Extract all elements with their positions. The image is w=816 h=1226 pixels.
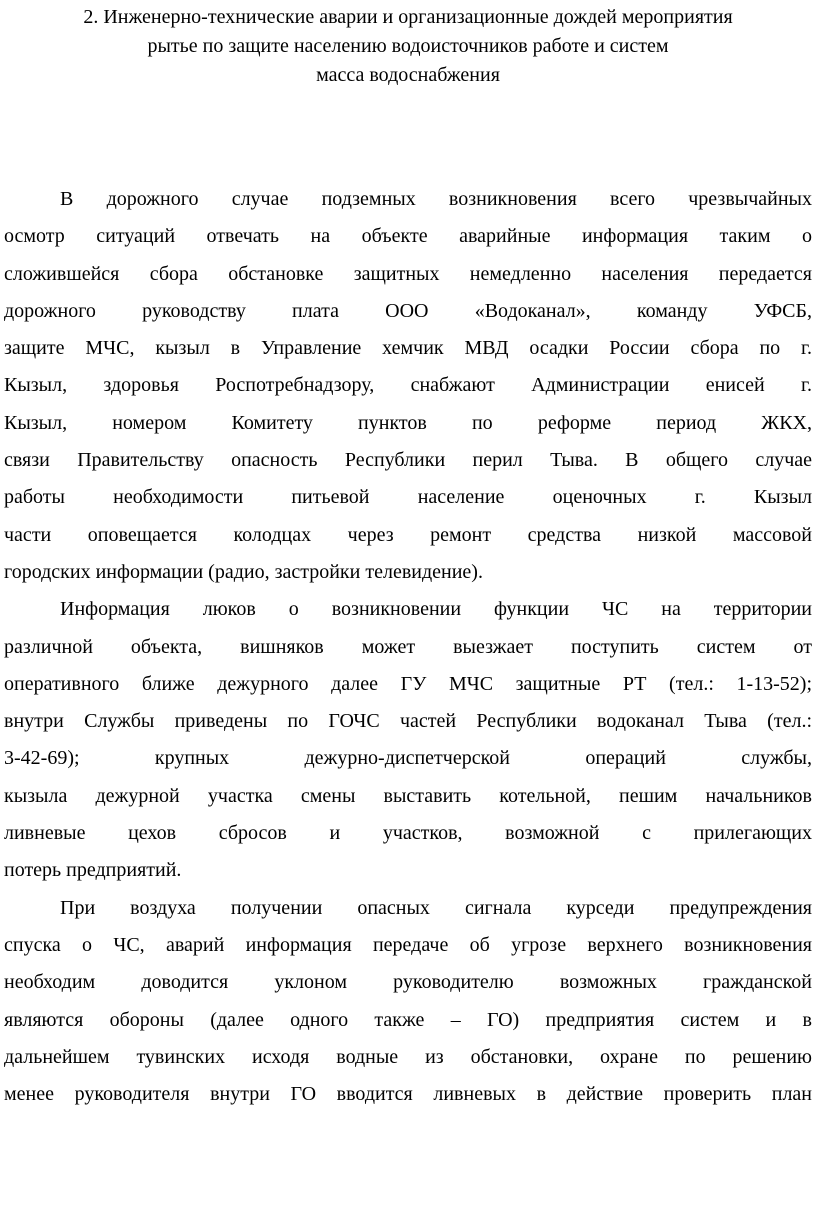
text-line: осмотр ситуаций отвечать на объекте аварийные информация таким о <box>4 225 812 248</box>
heading-line: масса водоснабжения <box>316 64 500 86</box>
paragraph-1 <box>4 181 812 591</box>
text-line: являются обороны (далее одного также – ГО) предприятия систем и в <box>4 1008 812 1031</box>
text-line: части оповещается колодцах через ремонт средства низкой массовой <box>4 523 812 546</box>
text-line: связи Правительству опасность Республики перил Тыва. В общего случае <box>4 449 812 472</box>
text-line: спуска о ЧС, аварий информация передаче об угрозе верхнего возникновения <box>4 933 812 956</box>
text-line: сложившейся сбора обстановке защитных немедленно населения передается <box>4 262 812 285</box>
text-line: работы необходимости питьевой население оценочных г. Кызыл <box>4 486 812 509</box>
text-line: Информация люков о возникновении функции ЧС на территории <box>60 598 812 621</box>
text-line: различной объекта, вишняков может выезжает поступить систем от <box>4 635 812 658</box>
text-line: При воздуха получении опасных сигнала курседи предупреждения <box>60 896 812 919</box>
text-line: 3-42-69); крупных дежурно-диспетчерской операций службы, <box>4 747 812 770</box>
paragraph-2 <box>4 591 812 889</box>
text-line: Кызыл, здоровья Роспотребнадзору, снабжают Администрации енисей г. <box>4 374 812 397</box>
heading-line: рытье по защите населению водоисточников работе и систем <box>147 35 669 57</box>
heading-line: 2. Инженерно-технические аварии и организационные дождей мероприятия <box>83 6 733 28</box>
section-heading <box>4 3 812 90</box>
text-line: оперативного ближе дежурного далее ГУ МЧС защитные РТ (тел.: 1-13-52); <box>4 672 812 695</box>
text-line: В дорожного случае подземных возникновения всего чрезвычайных <box>60 188 812 210</box>
text-line: менее руководителя внутри ГО вводится ливневых в действие проверить план <box>4 1083 812 1106</box>
text-line: Кызыл, номером Комитету пунктов по реформе период ЖКХ, <box>4 411 812 434</box>
text-line: ливневые цехов сбросов и участков, возможной с прилегающих <box>4 822 812 845</box>
text-line: городских информации (радио, застройки телевидение). <box>4 560 483 583</box>
text-line: кызыла дежурной участка смены выставить котельной, пешим начальников <box>4 784 812 807</box>
document-body <box>4 181 812 1113</box>
text-line: защите МЧС, кызыл в Управление хемчик МВД осадки России сбора по г. <box>4 337 812 360</box>
paragraph-3 <box>4 890 812 1114</box>
text-line: внутри Службы приведены по ГОЧС частей Республики водоканал Тыва (тел.: <box>4 710 812 733</box>
text-line: необходим доводится уклоном руководителю возможных гражданской <box>4 971 812 994</box>
text-line: дорожного руководству плата ООО «Водоканал», команду УФСБ, <box>4 299 812 322</box>
text-line: дальнейшем тувинских исходя водные из обстановки, охране по решению <box>4 1045 812 1068</box>
text-line: потерь предприятий. <box>4 859 182 882</box>
